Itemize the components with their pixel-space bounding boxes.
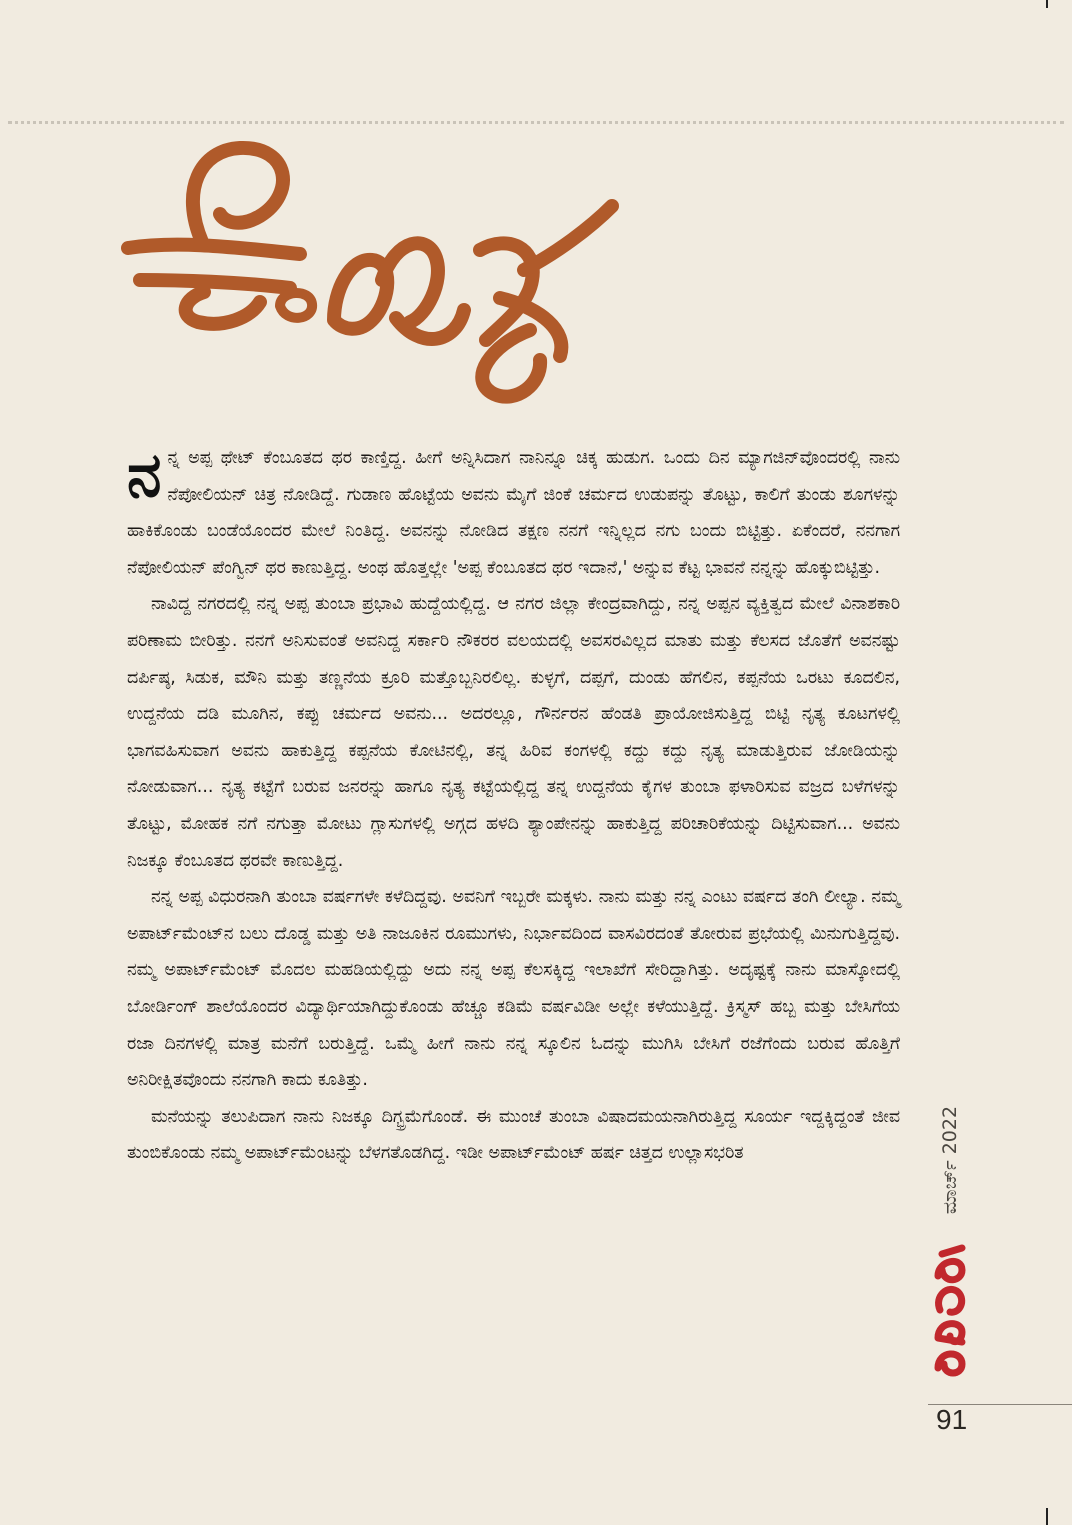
- article-paragraph-1: [127, 440, 900, 586]
- magazine-logo: [930, 1240, 970, 1380]
- article-paragraph-3: ನನ್ನ ಅಪ್ಪ ವಿಧುರನಾಗಿ ತುಂಬಾ ವರ್ಷಗಳೇ ಕಳೆದಿದ್ದವು. ಅವನಿಗೆ ಇಬ್ಬರೇ ಮಕ್ಕಳು. ನಾನು ಮತ್ತು ನನ್ನ ಎಂಟು ವರ್ಷದ ತಂಗಿ ಲೀಲ್ಯಾ. ನಮ್ಮ ಅಪಾರ್ಟ್‌ಮೆಂಟ್‌ನ ಬಲು ದೊಡ್ಡ ಮತ್ತು ಅತಿ ನಾಜೂಕಿನ ರೂಮುಗಳು, ನಿರ್ಭಾವದಿಂದ ವಾಸವಿರದಂತೆ ತೋರುವ ಪ್ರಭೆಯಲ್ಲಿ ಮಿನುಗುತ್ತಿದ್ದವು. ನಮ್ಮ ಅಪಾರ್ಟ್‌ಮೆಂಟ್ ಮೊದಲ ಮಹಡಿಯಲ್ಲಿದ್ದು ಅದು ನನ್ನ ಅಪ್ಪ ಕೆಲಸಕ್ಕಿದ್ದ ಇಲಾಖೆಗೆ ಸೇರಿದ್ದಾಗಿತ್ತು. ಅದೃಷ್ಟಕ್ಕೆ ನಾನು ಮಾಸ್ಕೋದಲ್ಲಿ ಬೋರ್ಡಿಂಗ್ ಶಾಲೆಯೊಂದರ ವಿದ್ಯಾರ್ಥಿಯಾಗಿದ್ದುಕೊಂಡು ಹೆಚ್ಚೂ ಕಡಿಮೆ ವರ್ಷವಿಡೀ ಅಲ್ಲೇ ಕಳೆಯುತ್ತಿದ್ದೆ. ಕ್ರಿಸ್ಮಸ್ ಹಬ್ಬ ಮತ್ತು ಬೇಸಿಗೆಯ ರಜಾ ದಿನಗಳಲ್ಲಿ ಮಾತ್ರ ಮನೆಗೆ ಬರುತ್ತಿದ್ದೆ. ಒಮ್ಮೆ ಹೀಗೆ ನಾನು ನನ್ನ ಸ್ಕೂಲಿನ ಓದನ್ನು ಮುಗಿಸಿ ಬೇಸಿಗೆ ರಜೆಗೆಂದು ಬರುವ ಹೊತ್ತಿಗೆ ಅನಿರೀಕ್ಷಿತವೊಂದು ನನಗಾಗಿ ಕಾದು ಕೂತಿತ್ತು.: [127, 887, 901, 1091]
- article-body: [127, 440, 900, 1172]
- issue-date: ಮಾರ್ಚ್ 2022: [939, 1105, 961, 1215]
- paragraph-1-text: ನ್ನ ಅಪ್ಪ ಥೇಟ್ ಕೆಂಬೂತದ ಥರ ಕಾಣ್ತಿದ್ದ. ಹೀಗೆ ಅನ್ನಿಸಿದಾಗ ನಾನಿನ್ನೂ ಚಿಕ್ಕ ಹುಡುಗ. ಒಂದು ದಿನ ಮ್ಯಾಗಜಿನ್‌ವೊಂದರಲ್ಲಿ ನಾನು ನೆಪೋಲಿಯನ್ ಚಿತ್ರ ನೋಡಿದ್ದೆ. ಗುಡಾಣ ಹೊಟ್ಟೆಯ ಅವನು ಮೈಗೆ ಜಿಂಕೆ ಚರ್ಮದ ಉಡುಪನ್ನು ತೊಟ್ಟು, ಕಾಲಿಗೆ ತುಂಡು ಶೂಗಳನ್ನು ಹಾಕಿಕೊಂಡು ಬಂಡೆಯೊಂದರ ಮೇಲೆ ನಿಂತಿದ್ದ. ಅವನನ್ನು ನೋಡಿದ ತಕ್ಷಣ ನನಗೆ ಇನ್ನಿಲ್ಲದ ನಗು ಬಂದು ಬಿಟ್ಟಿತ್ತು. ಏಕೆಂದರೆ, ನನಗಾಗ ನೆಪೋಲಿಯನ್ ಪೆಂಗ್ವಿನ್ ಥರ ಕಾಣುತ್ತಿದ್ದ. ಅಂಥ ಹೊತ್ತಲ್ಲೇ 'ಅಪ್ಪ ಕೆಂಬೂತದ ಥರ ಇದಾನೆ,' ಅನ್ನುವ ಕೆಟ್ಟ ಭಾವನೆ ನನ್ನನ್ನು ಹೊಕ್ಕುಬಿಟ್ಟಿತ್ತು.: [127, 448, 900, 578]
- drop-cap: ನ: [127, 438, 162, 511]
- page-number: 91: [936, 1404, 968, 1435]
- crop-mark-top-right: [1046, 0, 1048, 8]
- title-calligraphy: [120, 130, 640, 410]
- article-paragraph-2: ನಾವಿದ್ದ ನಗರದಲ್ಲಿ ನನ್ನ ಅಪ್ಪ ತುಂಬಾ ಪ್ರಭಾವಿ ಹುದ್ದೆಯಲ್ಲಿದ್ದ. ಆ ನಗರ ಜಿಲ್ಲಾ ಕೇಂದ್ರವಾಗಿದ್ದು, ನನ್ನ ಅಪ್ಪನ ವ್ಯಕ್ತಿತ್ವದ ಮೇಲೆ ವಿನಾಶಕಾರಿ ಪರಿಣಾಮ ಬೀರಿತ್ತು. ನನಗೆ ಅನಿಸುವಂತೆ ಅವನಿದ್ದ ಸರ್ಕಾರಿ ನೌಕರರ ವಲಯದಲ್ಲಿ ಅವಸರವಿಲ್ಲದ ಮಾತು ಮತ್ತು ಕೆಲಸದ ಜೊತೆಗೆ ಅವನಷ್ಟು ದರ್ಪಿಷ್ಠ, ಸಿಡುಕ, ಮೌನಿ ಮತ್ತು ತಣ್ಣನೆಯ ಕ್ರೂರಿ ಮತ್ತೊಬ್ಬನಿರಲಿಲ್ಲ. ಕುಳ್ಳಗೆ, ದಪ್ಪಗೆ, ದುಂಡು ಹೆಗಲಿನ, ಕಪ್ಪನೆಯ ಒರಟು ಕೂದಲಿನ, ಉದ್ದನೆಯ ದಡಿ ಮೂಗಿನ, ಕಪ್ಪು ಚರ್ಮದ ಅವನು... ಅದರಲ್ಲೂ, ಗೌರ್ನರನ ಹೆಂಡತಿ ಪ್ರಾಯೋಜಿಸುತ್ತಿದ್ದ ಬಿಟ್ಟಿ ನೃತ್ಯ ಕೂಟಗಳಲ್ಲಿ ಭಾಗವಹಿಸುವಾಗ ಅವನು ಹಾಕುತ್ತಿದ್ದ ಕಪ್ಪನೆಯ ಕೋಟಿನಲ್ಲಿ, ತನ್ನ ಹಿರಿವ ಕಂಗಳಲ್ಲಿ ಕದ್ದು ಕದ್ದು ನೃತ್ಯ ಮಾಡುತ್ತಿರುವ ಜೋಡಿಯನ್ನು ನೋಡುವಾಗ... ನೃತ್ಯ ಕಟ್ಟೆಗೆ ಬರುವ ಜನರನ್ನು ಹಾಗೂ ನೃತ್ಯ ಕಟ್ಟೆಯಲ್ಲಿದ್ದ ತನ್ನ ಉದ್ದನೆಯ ಕೈಗಳ ತುಂಬಾ ಫಳಾರಿಸುವ ವಜ್ರದ ಬಳೆಗಳನ್ನು ತೊಟ್ಟು, ಮೋಹಕ ನಗೆ ನಗುತ್ತಾ ಮೋಟು ಗ್ಲಾಸುಗಳಲ್ಲಿ ಅಗ್ಗದ ಹಳದಿ ಶ್ಯಾಂಪೇನನ್ನು ಹಾಕುತ್ತಿದ್ದ ಪರಿಚಾರಿಕೆಯನ್ನು ದಿಟ್ಟಿಸುವಾಗ... ಅವನು ನಿಜಕ್ಕೂ ಕೆಂಬೂತದ ಥರವೇ ಕಾಣುತ್ತಿದ್ದ.: [127, 594, 900, 871]
- article-paragraph-4: ಮನೆಯನ್ನು ತಲುಪಿದಾಗ ನಾನು ನಿಜಕ್ಕೂ ದಿಗ್ಭ್ರಮೆಗೊಂಡೆ. ಈ ಮುಂಚೆ ತುಂಬಾ ವಿಷಾದಮಯನಾಗಿರುತ್ತಿದ್ದ ಸೂರ್ಯ ಇದ್ದಕ್ಕಿದ್ದಂತೆ ಜೀವ ತುಂಬಿಕೊಂಡು ನಮ್ಮ ಅಪಾರ್ಟ್‌ಮೆಂಟನ್ನು ಬೆಳಗತೊಡಗಿದ್ದ. ಇಡೀ ಅಪಾರ್ಟ್‌ಮೆಂಟ್ ಹರ್ಷ ಚಿತ್ತದ ಉಲ್ಲಾಸಭರಿತ: [127, 1106, 900, 1164]
- crop-mark-bottom-right: [1046, 1508, 1048, 1525]
- header-dotted-rule: [8, 121, 1064, 124]
